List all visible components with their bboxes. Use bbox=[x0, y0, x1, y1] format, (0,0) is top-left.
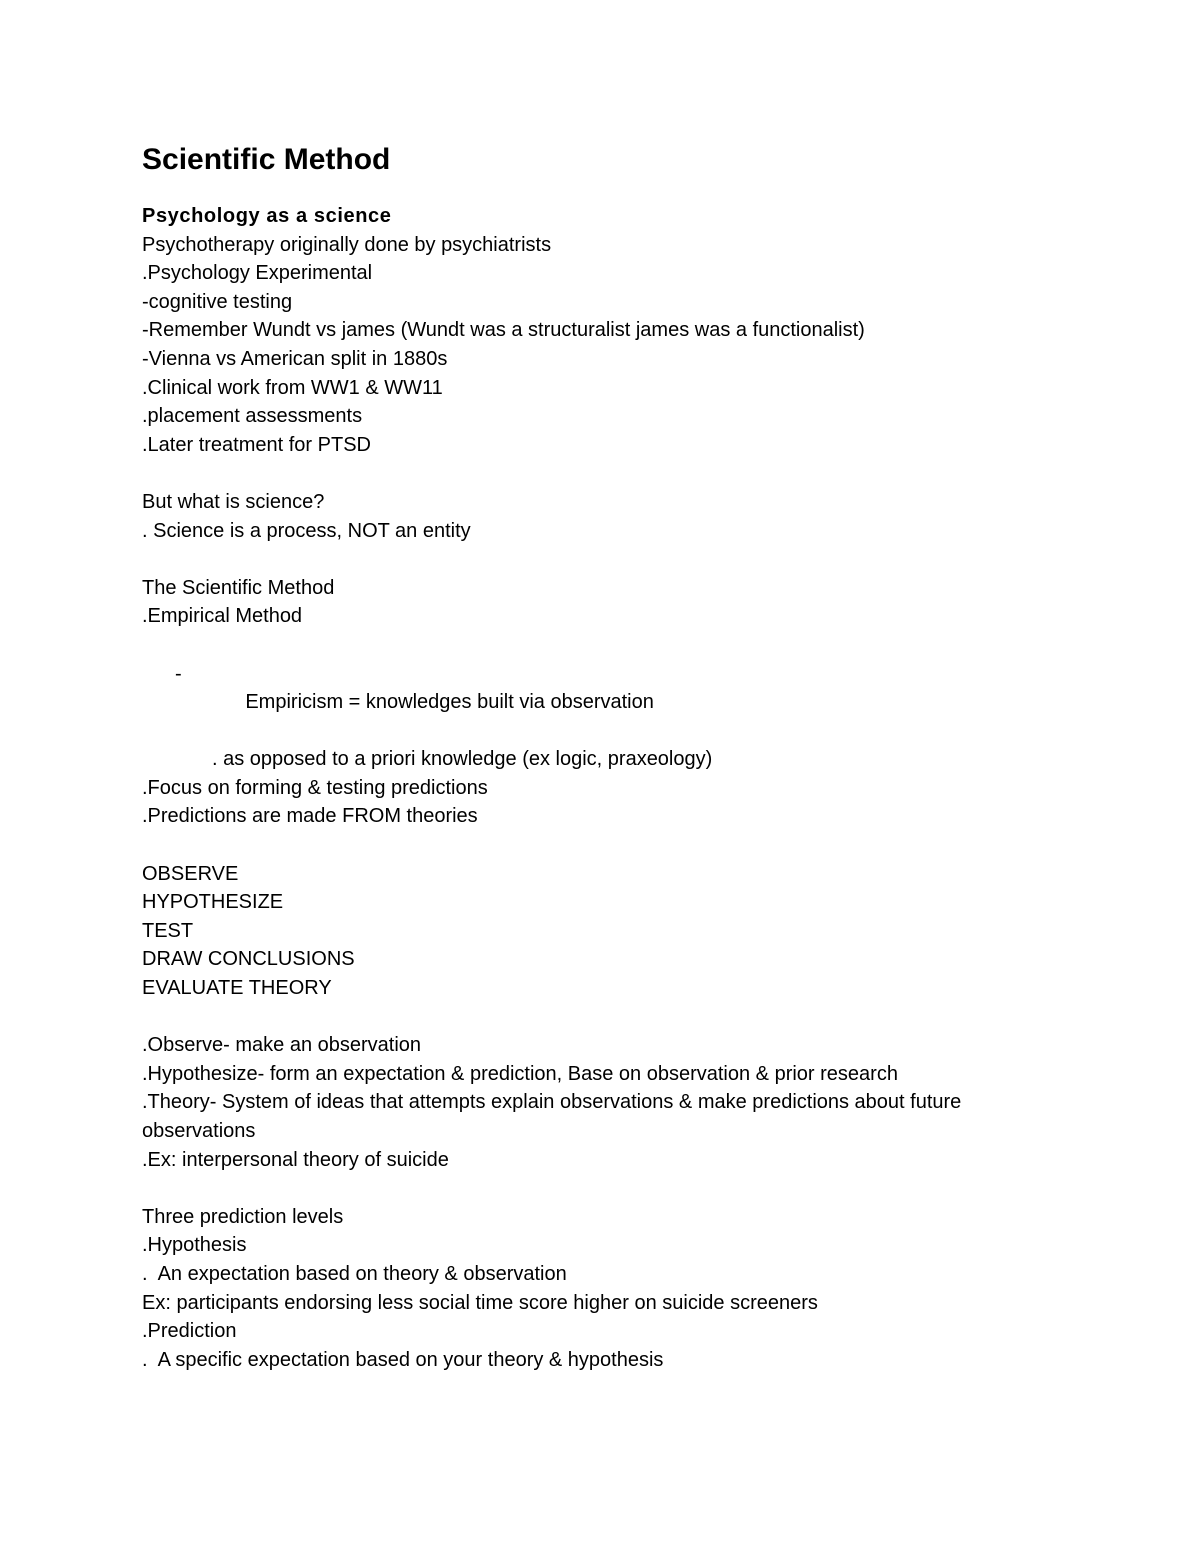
text-line: But what is science? bbox=[142, 490, 325, 513]
section-heading-scientific-method: The Scientific Method bbox=[142, 576, 335, 599]
text-line: .Clinical work from WW1 & WW11 bbox=[142, 376, 443, 399]
paragraph-spacer bbox=[142, 1174, 1062, 1203]
text-line: .Theory- System of ideas that attempts explain observations & make predictions about future observations bbox=[142, 1091, 962, 1142]
step-item: DRAW CONCLUSIONS bbox=[142, 948, 355, 971]
paragraph-spacer bbox=[142, 459, 1062, 488]
text-line: Ex: participants endorsing less social time score higher on suicide screeners bbox=[142, 1291, 818, 1314]
text-line: Three prediction levels bbox=[142, 1205, 344, 1228]
paragraph-spacer bbox=[142, 831, 1062, 860]
text-line: .Observe- make an observation bbox=[142, 1034, 422, 1057]
text-line: .Later treatment for PTSD bbox=[142, 433, 371, 456]
text-line: .Prediction bbox=[142, 1320, 237, 1343]
text-line: .Ex: interpersonal theory of suicide bbox=[142, 1148, 449, 1171]
sub-bullet-text: . as opposed to a priori knowledge (ex logic, praxeology) bbox=[212, 748, 713, 771]
text-line: Psychotherapy originally done by psychiatrists bbox=[142, 233, 552, 256]
paragraph-spacer bbox=[142, 545, 1062, 574]
text-line: . An expectation based on theory & observation bbox=[142, 1262, 567, 1285]
bullet-item bbox=[142, 631, 1062, 745]
text-line: .Hypothesis bbox=[142, 1234, 247, 1257]
text-line: . A specific expectation based on your theory & hypothesis bbox=[142, 1348, 664, 1371]
text-line: .Predictions are made FROM theories bbox=[142, 805, 478, 828]
text-line: .Psychology Experimental bbox=[142, 262, 373, 285]
bullet-text: Empiricism = knowledges built via observation bbox=[245, 691, 654, 714]
text-line: .Hypothesize- form an expectation & prediction, Base on observation & prior research bbox=[142, 1062, 898, 1085]
text-line: -Remember Wundt vs james (Wundt was a structuralist james was a functionalist) bbox=[142, 319, 865, 342]
step-item: EVALUATE THEORY bbox=[142, 977, 332, 1000]
paragraph-spacer bbox=[142, 1003, 1062, 1032]
text-line: .Empirical Method bbox=[142, 605, 303, 628]
step-item: OBSERVE bbox=[142, 862, 239, 885]
document-body bbox=[142, 140, 1062, 1374]
text-line: .placement assessments bbox=[142, 405, 363, 428]
step-item: HYPOTHESIZE bbox=[142, 891, 284, 914]
text-line: -cognitive testing bbox=[142, 290, 293, 313]
section-heading-psychology-as-science: Psychology as a science bbox=[142, 205, 392, 227]
document-title: Scientific Method bbox=[142, 143, 391, 176]
text-line: . Science is a process, NOT an entity bbox=[142, 519, 471, 542]
text-line: .Focus on forming & testing predictions bbox=[142, 776, 488, 799]
step-item: TEST bbox=[142, 919, 194, 942]
bullet-marker: - bbox=[175, 662, 182, 685]
text-line: -Vienna vs American split in 1880s bbox=[142, 347, 448, 370]
